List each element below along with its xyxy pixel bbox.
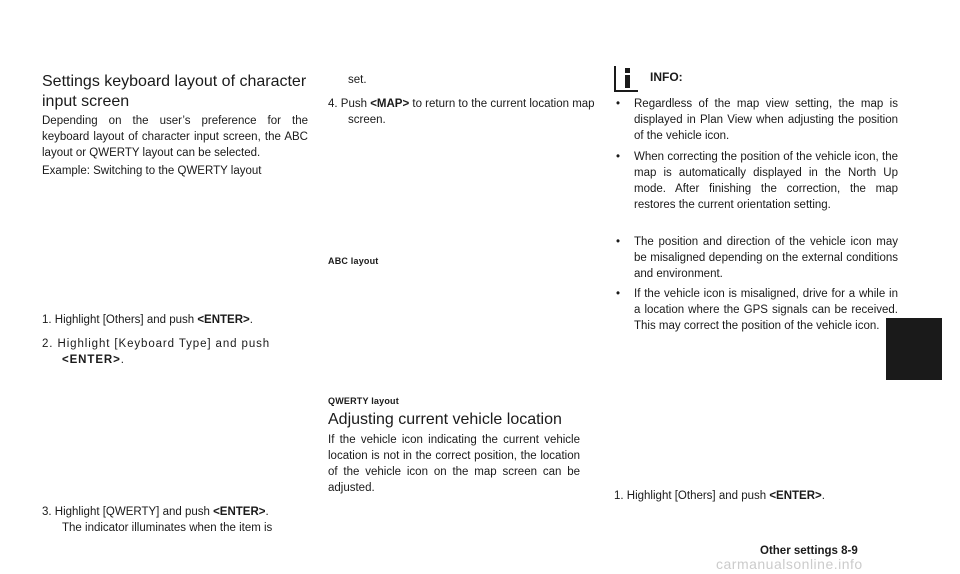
step-text: 1. Highlight [Others] and push [42,314,198,326]
step-end: . [249,314,253,326]
step-3-continuation: set. [348,74,367,86]
enter-key-label: <ENTER> [197,314,250,326]
bullet-text: When correcting the position of the vehicle icon, the map is automatically displayed in the North Up mode. After finishing the correction, the map restores the current orientation setting. [634,151,898,211]
caption-abc-layout: ABC layout [328,256,379,266]
bullet-text: The position and direction of the vehicle icon may be misaligned depending on the external conditions and environment. [634,236,898,280]
section-heading-vehicle-location: Adjusting current vehicle location [328,411,562,428]
bullet-text: Regardless of the map view setting, the map is displayed in Plan View when adjusting the position of the vehicle icon. [634,98,898,142]
keyboard-layout-example: Example: Switching to the QWERTY layout [42,165,262,177]
step-end: . [265,506,269,518]
bullet-dot-icon: • [616,98,621,110]
bullet-dot-icon: • [616,288,621,300]
step-end: . [821,490,825,502]
step-2-keyboard-type [42,336,312,368]
enter-key-label: <ENTER> [769,490,822,502]
step-1-others-vehicle [614,488,898,504]
info-icon [614,66,638,92]
info-bullet-1 [614,96,898,144]
heading-line-1: Settings keyboard layout of character [42,73,307,90]
enter-key-label: <ENTER> [213,506,266,518]
map-key-label: <MAP> [370,98,410,110]
enter-key-label: <ENTER> [62,354,121,366]
info-label: INFO: [650,70,683,84]
step-1-others [42,312,312,328]
chapter-tab-marker [886,318,942,380]
page-footer: Other settings 8-9 [760,545,858,557]
step-text: 4. Push [328,98,371,110]
watermark: carmanualsonline.info [716,556,863,572]
bullet-dot-icon: • [616,151,621,163]
bullet-dot-icon: • [616,236,621,248]
step-4-map [328,96,598,128]
keyboard-layout-intro: Depending on the user’s preference for the keyboard layout of character input screen, the ABC layout or QWERTY layout can be selected. [42,115,308,159]
info-bullet-4 [614,286,898,334]
heading-line-2: input screen [42,93,130,110]
caption-qwerty-layout: QWERTY layout [328,396,399,406]
info-bullet-3 [614,234,898,282]
vehicle-location-intro: If the vehicle icon indicating the current vehicle location is not in the correct position, the location of the vehicle icon on the map screen can be adjusted. [328,434,580,494]
step-text: 2. Highlight [Keyboard Type] and push [42,338,271,350]
step-text: 1. Highlight [Others] and push [614,490,770,502]
bullet-text: If the vehicle icon is misaligned, drive for a while in a location where the GPS signals can be received. This may correct the position of the vehicle icon. [634,288,898,332]
section-heading-keyboard-layout [42,72,312,112]
step-text: 3. Highlight [QWERTY] and push [42,506,214,518]
info-bullet-2 [614,149,898,213]
step-continuation: The indicator illuminates when the item is [62,522,273,534]
step-rest: to return to the current location map screen. [348,98,595,126]
step-end: . [120,354,125,366]
step-3-qwerty [42,504,328,536]
